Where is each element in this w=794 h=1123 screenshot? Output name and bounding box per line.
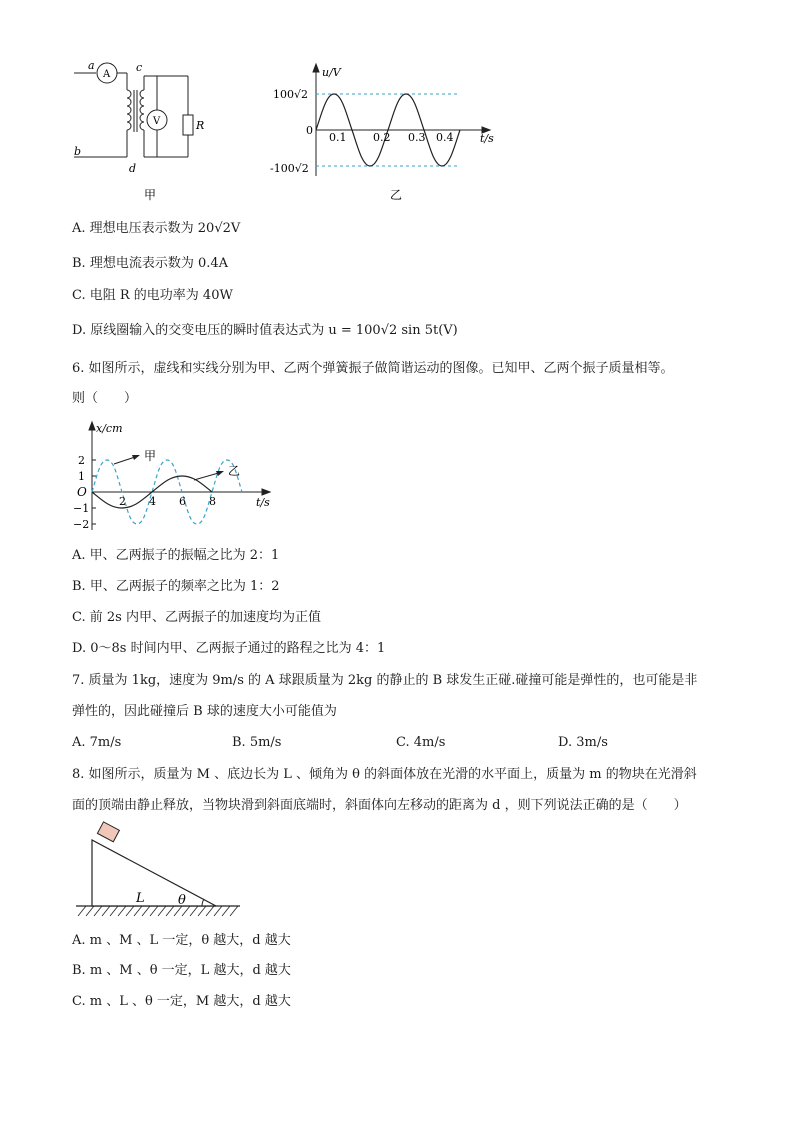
tick-0-4: 0.4 (436, 131, 454, 144)
wedge (92, 840, 216, 906)
q7-option-d: D. 3m/s (558, 735, 608, 750)
q6-option-c: C. 前 2s 内甲、乙两振子的加速度均为正值 (72, 610, 321, 625)
osc-x-axis-label: t/s (256, 496, 270, 509)
incline-figure (70, 820, 250, 924)
q6-option-d: D. 0～8s 时间内甲、乙两振子通过的路程之比为 4：1 (72, 641, 386, 656)
block (97, 822, 119, 842)
incline-label-theta: θ (178, 893, 186, 908)
voltage-wave-figure (268, 58, 504, 208)
oscillation-figure (70, 418, 280, 536)
osc-origin: O (77, 485, 87, 499)
incline-label-L: L (136, 891, 145, 906)
y-min-label: -100√2 (270, 162, 309, 175)
q5-option-d: D. 原线圈输入的交变电压的瞬时值表达式为 u = 100√2 sin 5t(V) (72, 323, 458, 338)
origin-label: 0 (306, 124, 313, 137)
osc-ytick-neg2: −2 (73, 518, 90, 531)
q5-option-c: C. 电阻 R 的电功率为 40W (72, 288, 233, 303)
q5-option-a: A. 理想电压表示数为 20√2V (72, 221, 241, 236)
y-axis-label: u/V (322, 66, 341, 79)
q7-option-c: C. 4m/s (396, 735, 446, 750)
x-axis-label: t/s (480, 132, 494, 145)
osc-ytick-1: 1 (78, 470, 85, 483)
q8-stem-line1: 8. 如图所示，质量为 M 、底边长为 L 、倾角为 θ 的斜面体放在光滑的水平面上，质量为 m 的物块在光滑斜 (72, 767, 697, 782)
label-b: b (74, 145, 82, 158)
q5-option-b: B. 理想电流表示数为 0.4A (72, 256, 229, 271)
tick-0-3: 0.3 (408, 131, 426, 144)
q8-stem-line2: 面的顶端由静止释放，当物块滑到斜面底端时，斜面体向左移动的距离为 d ，则下列说法正确的是（ ） (72, 798, 687, 813)
osc-y-axis-label: x/cm (96, 422, 123, 435)
q6-option-a: A. 甲、乙两振子的振幅之比为 2：1 (72, 548, 280, 563)
label-d: d (129, 162, 137, 175)
q7-option-b: B. 5m/s (232, 735, 282, 750)
q8-option-c: C. m 、L 、θ 一定，M 越大，d 越大 (72, 994, 291, 1009)
osc-xtick-2: 2 (119, 495, 126, 508)
q7-option-a: A. 7m/s (72, 735, 122, 750)
osc-ytick-2: 2 (78, 454, 85, 467)
label-a: a (88, 59, 95, 72)
q8-option-b: B. m 、M 、θ 一定，L 越大，d 越大 (72, 963, 291, 978)
circuit-figure (70, 58, 210, 208)
q6-option-b: B. 甲、乙两振子的频率之比为 1：2 (72, 579, 280, 594)
voltmeter-label: V (153, 116, 161, 127)
y-max-label: 100√2 (273, 88, 309, 101)
q7-stem-line1: 7. 质量为 1kg，速度为 9m/s 的 A 球跟质量为 2kg 的静止的 B 球发生正碰.碰撞可能是弹性的，也可能是非 (72, 673, 698, 688)
osc-label-jia: 甲 (144, 449, 157, 463)
osc-xtick-8: 8 (209, 495, 216, 508)
tick-0-1: 0.1 (329, 131, 347, 144)
label-c: c (136, 61, 143, 74)
osc-xtick-4: 4 (149, 495, 156, 508)
osc-xtick-6: 6 (179, 495, 186, 508)
osc-label-yi: 乙 (228, 464, 241, 478)
ammeter-label: A (103, 69, 111, 80)
q7-stem-line2: 弹性的，因此碰撞后 B 球的速度大小可能值为 (72, 704, 337, 719)
osc-ytick-neg1: −1 (73, 502, 90, 515)
q6-stem-line2: 则（ ） (72, 391, 138, 406)
q6-stem-line1: 6. 如图所示，虚线和实线分别为甲、乙两个弹簧振子做简谐运动的图像。已知甲、乙两个振子质量相等。 (72, 361, 674, 376)
resistor-label: R (196, 119, 205, 132)
caption-jia: 甲 (144, 188, 157, 202)
tick-0-2: 0.2 (373, 131, 391, 144)
caption-yi: 乙 (390, 188, 403, 202)
q8-option-a: A. m 、M 、L 一定，θ 越大，d 越大 (72, 933, 291, 948)
